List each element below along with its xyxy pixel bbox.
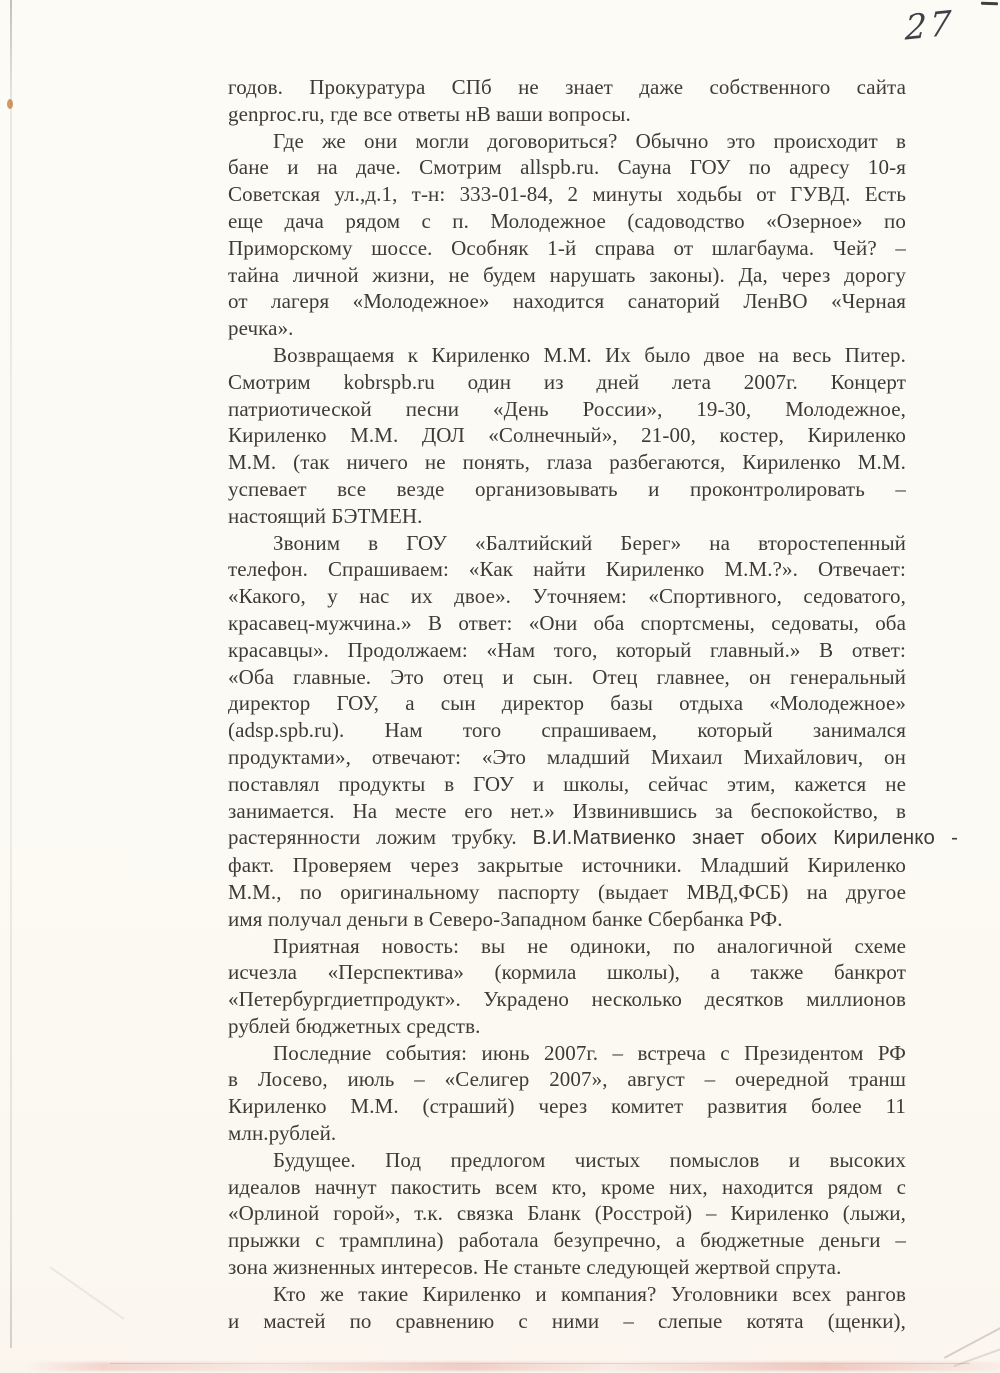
text-line: и мастей по сравнению с ними – слепые котята (щенки),: [228, 1308, 906, 1333]
text-line: директор ГОУ, а сын директор базы отдыха «Молодежное»: [228, 691, 906, 716]
paragraph: [228, 342, 906, 530]
text-line: прыжки с трамплина) работала безупречно, а бюджетные деньги –: [228, 1228, 906, 1253]
text-line: «Петербургдиетпродукт». Украдено несколько десятков миллионов: [228, 987, 906, 1012]
text-line: «Орлиной горой», т.к. связка Бланк (Росстрой) – Кириленко (лыжи,: [228, 1201, 906, 1226]
text-line: бане и на даче. Смотрим allspb.ru. Сауна ГОУ по адресу 10-я: [228, 155, 906, 180]
handwritten-page-number: 27: [904, 3, 955, 49]
scanner-pink-smear: [25, 1362, 1000, 1371]
serif-text: растерянности ложим трубку.: [228, 825, 533, 850]
text-line: (adsp.spb.ru). Нам того спрашиваем, который занимался: [228, 718, 906, 743]
paragraph: [228, 74, 906, 128]
text-line: идеалов начнут пакостить всем кто, кроме них, находится рядом с: [228, 1174, 906, 1199]
text-line: Последние события: июнь 2007г. – встреча с Президентом РФ: [273, 1040, 906, 1065]
text-line: Звоним в ГОУ «Балтийский Берег» на второстепенный: [273, 530, 906, 555]
text-line: поставлял продукты в ГОУ и школы, сейчас этим, кажется не: [228, 771, 906, 796]
text-line: М.М. (так ничего не понять, глаза разбегаются, Кириленко М.М.: [228, 450, 906, 475]
text-line: Приятная новость: вы не одиноки, по аналогичной схеме: [273, 933, 906, 958]
text-line: М.М., по оригинальному паспорту (выдает МВД,ФСБ) на другое: [228, 879, 906, 904]
text-line: еще дача рядом с п. Молодежное (садоводство «Озерное» по: [228, 208, 906, 233]
paragraph: [228, 1147, 906, 1281]
document-text: [228, 74, 958, 1334]
text-line: genproc.ru, где все ответы нВ ваши вопросы.: [228, 101, 631, 126]
text-line: красавец-мужчина.» В ответ: «Они оба спортсмены, седоваты, оба: [228, 610, 906, 635]
text-line: Кириленко М.М. ДОЛ «Солнечный», 21-00, костер, Кириленко: [228, 423, 906, 448]
paragraph: [228, 530, 958, 933]
scan-corner-mark: [981, 2, 998, 6]
text-line: красавцы». Продолжаем: «Нам того, который главный.» В ответ:: [228, 637, 906, 662]
scan-stain-dot: [7, 99, 13, 109]
text-line: Возвращаемя к Кириленко М.М. Их было двое на весь Питер.: [273, 342, 906, 367]
paragraph: [228, 1040, 906, 1147]
text-line: исчезла «Перспектива» (кормила школы), а также банкрот: [228, 960, 906, 985]
text-line: Кириленко М.М. (страший) через комитет развития более 11: [228, 1094, 906, 1119]
text-line: млн.рублей.: [228, 1121, 337, 1146]
scan-edge-line: [10, 0, 12, 1348]
text-line: Приморскому шоссе. Особняк 1-й справа от шлагбаума. Чей? –: [228, 235, 906, 260]
text-line: Смотрим kobrspb.ru один из дней лета 2007г. Концерт: [228, 369, 906, 394]
text-line: занимается. На месте его нет.» Извинившись за беспокойство, в: [228, 798, 906, 823]
paragraph: [228, 1281, 906, 1335]
text-line: годов. Прокуратура СПб не знает даже собственного сайта: [228, 75, 906, 99]
text-line: настоящий БЭТМЕН.: [228, 503, 423, 528]
text-line: рублей бюджетных средств.: [228, 1013, 481, 1038]
text-line: успевает все везде организовывать и проконтролировать –: [228, 476, 906, 501]
text-line: патриотической песни «День России», 19-30, Молодежное,: [228, 396, 906, 421]
text-line: речка».: [228, 316, 294, 341]
text-line: зона жизненных интересов. Не станьте следующей жертвой спрута.: [228, 1255, 842, 1280]
text-line: факт. Проверяем через закрытые источники. Младший Кириленко: [228, 853, 906, 878]
text-line: от лагеря «Молодежное» находится санаторий ЛенВО «Черная: [228, 289, 906, 314]
text-line: Будущее. Под предлогом чистых помыслов и высоких: [273, 1147, 906, 1172]
text-line: Где же они могли договориться? Обычно это происходит в: [273, 128, 906, 153]
text-line: «Какого, у нас их двое». Уточняем: «Спортивного, седоватого,: [228, 584, 906, 609]
text-line: продуктами», отвечают: «Это младший Михаил Михайлович, он: [228, 744, 906, 769]
inserted-sans-text: В.И.Матвиенко знает обоих Кириленко -: [532, 827, 958, 850]
text-line: [228, 824, 958, 852]
text-line: в Лосево, июль – «Селигер 2007», август – очередной транш: [228, 1067, 906, 1092]
text-line: Кто же такие Кириленко и компания? Уголовники всех рангов: [273, 1281, 906, 1306]
text-line: имя получал деньги в Северо-Западном банке Сбербанка РФ.: [228, 906, 783, 931]
text-line: телефон. Спрашиваем: «Как найти Кириленко М.М.?». Отвечает:: [228, 557, 906, 582]
paragraph: [228, 933, 906, 1040]
text-line: Советская ул.,д.1, т-н: 333-01-84, 2 минуты ходьбы от ГУВД. Есть: [228, 182, 906, 207]
paragraph: [228, 128, 906, 342]
text-line: тайна личной жизни, не будем нарушать законы). Да, через дорогу: [228, 262, 906, 287]
page-crease: [50, 1266, 125, 1319]
text-line: «Оба главные. Это отец и сын. Отец главнее, он генеральный: [228, 664, 906, 689]
